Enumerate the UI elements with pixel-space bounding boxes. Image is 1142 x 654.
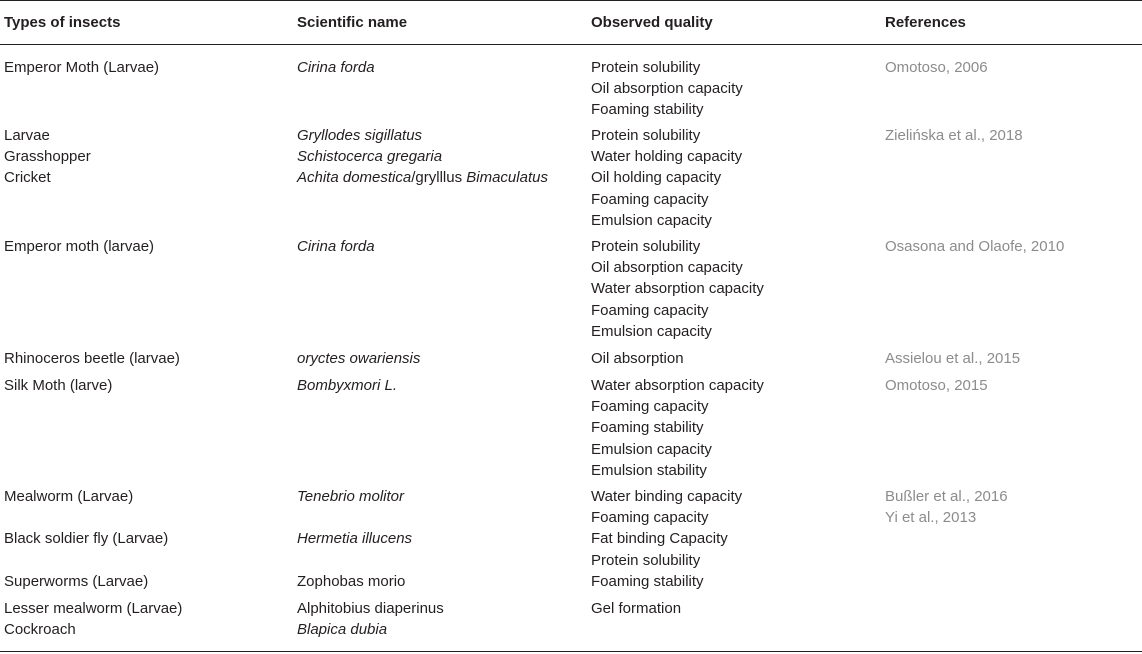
insect-type: Silk Moth (larve) [4,377,113,394]
insect-type: Rhinoceros beetle (larvae) [4,350,180,367]
scientific-name [297,598,444,619]
insect-type: Grasshopper [4,148,91,166]
scientific-name-part: Alphitobius diaperinus [297,600,444,617]
insect-type-cell [4,375,112,396]
scientific-name-part: Tenebrio molitor [297,488,404,505]
insect-type-cell [4,236,154,257]
scientific-name [297,167,548,188]
observed-quality: Oil holding capacity [591,169,722,187]
observed-quality: Protein solubility [591,127,701,144]
scientific-name-part: oryctes owariensis [297,350,421,367]
scientific-name [297,146,548,167]
observed-quality: Foaming capacity [591,301,709,319]
scientific-name-part: Schistocerca gregaria [297,148,443,166]
insect-type: Cricket [4,169,51,187]
insect-type: Cockroach [4,621,76,639]
scientific-name [297,571,412,592]
reference-cell [885,486,1008,528]
observed-quality: Foaming stability [591,101,704,119]
header-types: Types of insects [4,14,121,31]
reference: Bußler et al., 2016 [885,488,1008,505]
insect-type [4,550,168,571]
observed-quality-cell [591,57,743,121]
observed-quality-cell [591,375,764,481]
reference-cell [885,375,988,396]
reference: Assielou et al., 2015 [885,350,1021,367]
scientific-name-cell [297,375,397,396]
header-rule [0,44,1142,45]
insect-type-cell [4,57,159,78]
scientific-name [297,486,412,507]
insect-type-cell [4,486,168,592]
scientific-name-part: /grylllus [411,169,467,187]
scientific-name [297,236,375,257]
insect-type: Larvae [4,127,50,144]
scientific-name-part: Cirina forda [297,238,375,255]
observed-quality-cell [591,486,742,592]
scientific-name-cell [297,598,444,640]
scientific-name [297,507,412,528]
observed-quality: Protein solubility [591,551,701,569]
insect-type-cell [4,125,91,189]
insect-type: Superworms (Larvae) [4,572,149,590]
scientific-name [297,619,444,640]
reference: Osasona and Olaofe, 2010 [885,238,1065,255]
observed-quality: Water absorption capacity [591,280,764,298]
reference-cell [885,57,988,78]
insect-type: Emperor moth (larvae) [4,238,155,255]
header-scientific: Scientific name [297,14,408,31]
reference: Zielińska et al., 2018 [885,127,1023,144]
observed-quality: Oil absorption capacity [591,80,743,98]
observed-quality-cell [591,348,684,369]
observed-quality: Fat binding Capacity [591,530,728,548]
observed-quality: Water holding capacity [591,148,743,166]
scientific-name-cell [297,486,412,592]
observed-quality-cell [591,125,742,231]
reference: Omotoso, 2015 [885,377,988,394]
insect-type: Emperor Moth (Larvae) [4,59,160,76]
scientific-name [297,528,412,549]
insect-type: Black soldier fly (Larvae) [4,530,169,548]
top-rule [0,0,1142,1]
scientific-name-cell [297,125,548,189]
observed-quality: Foaming capacity [591,398,709,416]
observed-quality: Foaming capacity [591,509,709,527]
scientific-name-cell [297,348,420,369]
observed-quality: Foaming stability [591,419,704,437]
reference-cell [885,125,1023,146]
observed-quality: Gel formation [591,600,682,617]
insect-type [4,507,168,528]
scientific-name-part: Gryllodes sigillatus [297,127,423,144]
scientific-name-part: Bimaculatus [466,169,548,187]
scientific-name-part: Zophobas morio [297,572,406,590]
scientific-name-cell [297,236,375,257]
header-quality: Observed quality [591,14,713,31]
scientific-name [297,348,420,369]
scientific-name-part: Achita domestica [297,169,412,187]
reference: Yi et al., 2013 [885,509,977,527]
header-references: References [885,14,966,31]
observed-quality-cell [591,236,764,342]
scientific-name-cell [297,57,375,78]
bottom-rule [0,651,1142,652]
observed-quality: Emulsion stability [591,461,707,479]
scientific-name [297,57,375,78]
insect-type-cell [4,348,180,369]
observed-quality: Water absorption capacity [591,377,764,394]
scientific-name-part: Bombyxmori L. [297,377,398,394]
insect-type-cell [4,598,182,640]
scientific-name-part: Hermetia illucens [297,530,413,548]
reference: Omotoso, 2006 [885,59,988,76]
observed-quality: Oil absorption [591,350,684,367]
reference-cell [885,236,1064,257]
insect-type: Mealworm (Larvae) [4,488,134,505]
scientific-name-part: Cirina forda [297,59,375,76]
observed-quality: Emulsion capacity [591,322,712,340]
observed-quality: Protein solubility [591,238,701,255]
observed-quality: Protein solubility [591,59,701,76]
scientific-name [297,550,412,571]
insect-type: Lesser mealworm (Larvae) [4,600,183,617]
scientific-name [297,375,397,396]
scientific-name-part: Blapica dubia [297,621,388,639]
observed-quality: Oil absorption capacity [591,259,743,277]
observed-quality: Foaming stability [591,572,704,590]
observed-quality: Emulsion capacity [591,440,712,458]
reference-cell [885,348,1020,369]
observed-quality: Emulsion capacity [591,211,712,229]
observed-quality: Water binding capacity [591,488,743,505]
scientific-name [297,125,548,146]
observed-quality-cell [591,598,681,619]
observed-quality: Foaming capacity [591,190,709,208]
